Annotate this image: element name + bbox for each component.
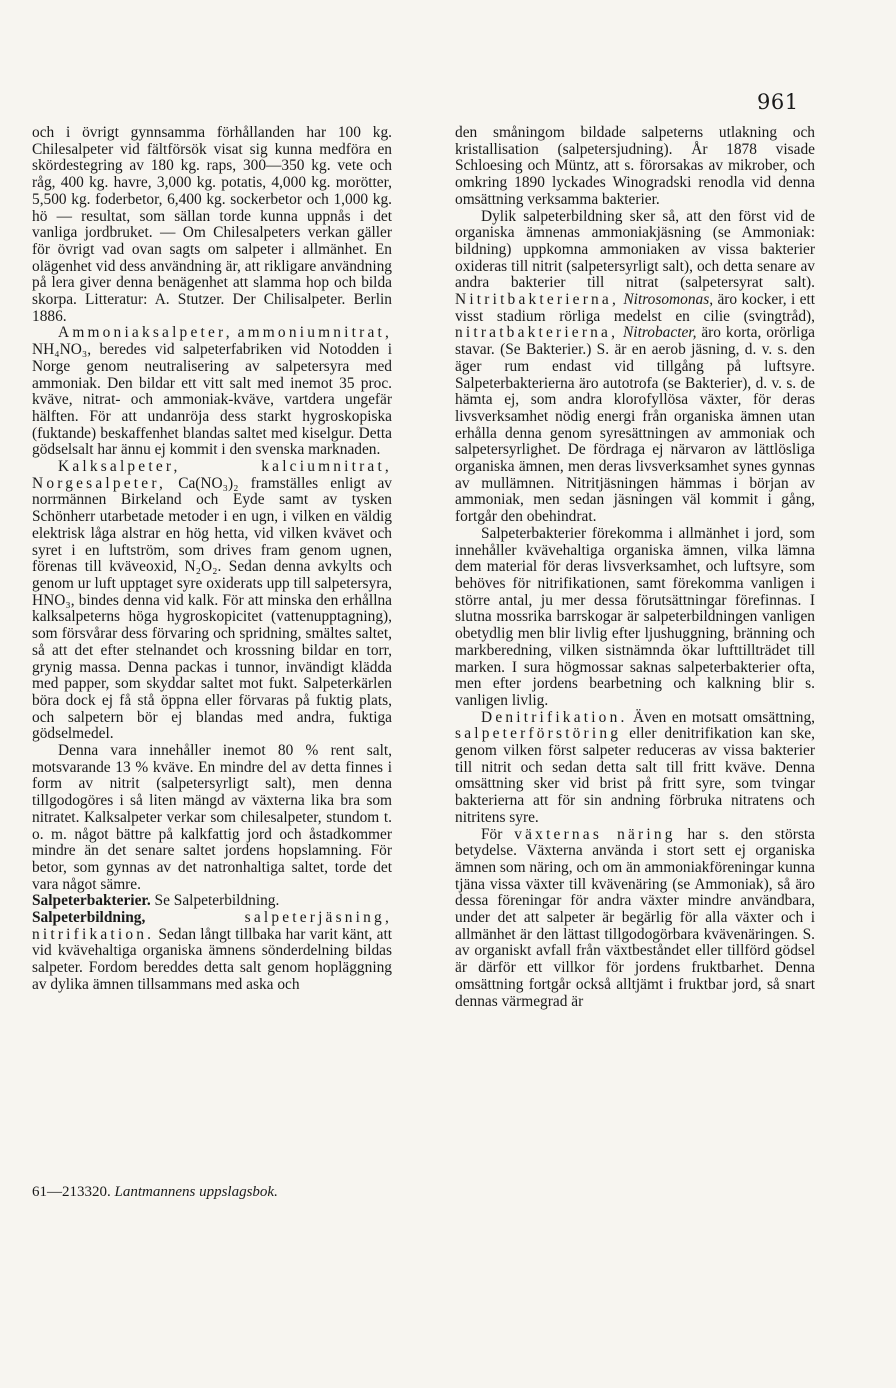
text-segment: Denitrifikation. (481, 708, 628, 726)
paragraph-bacteria-occurrence (455, 526, 815, 710)
text-segment: Salpeterbakterier förekomma i allmänhet i jord, som innehåller kvävehaltiga organiska ämnen, vilka lämna dem material för deras livsverksamhet, och luftsyre, som behöves för nitrifikationen, samt förekomma vanligen i större antal, ju mer dessa förutsättningar förefinnas. I slutna mossrika barrskogar är salpeterbildningen vanligen obetydlig men blir livlig efter ljushuggning, bränning och markberedning, vilken sistnämnda ökar lufttillträdet till marken. I sura högmossar saknas salpeterbakterier ofta, men efter jordens bearbetning och kalkning blir s. vanligen livlig. (455, 524, 815, 709)
text-segment: Denna vara innehåller inemot 80 % rent salt, motsvarande 13 % kväve. En mindre del av detta finnes i form av nitrit (salpetersyrligt salt), men denna tillgodogöres i så liten mängd av växterna lika bra som nitratet. Kalksalpeter verkar som chilesalpeter, stundom t. o. m. något bättre på kalkfattig jord och åstadkommer mindre än det senare saltet jordens hopslamning. För betor, som gynnas av det natronhaltiga saltet, torde det vara något sämre. (32, 742, 392, 893)
text-segment: ammoniumnitrat, (237, 324, 392, 342)
paragraph-nitrification-bacteria (455, 209, 815, 526)
entry-salpeterbildning (32, 910, 392, 994)
footer-number: 61—213320. (32, 1184, 111, 1200)
text-segment: Dylik salpeterbildning sker så, att den först vid de organiska ämnenas ammoniakjäsning (se Ammoniak: bildning) uppkomna ammoniaken av vissa bakterier oxideras till nitrit (salpetersyrligt salt), och detta senare av andra bakterier till nitrat (salpetersyrat salt). (455, 207, 815, 292)
text-segment: Kalksalpeter, (58, 458, 181, 476)
text-segment: Norgesalpeter, (32, 474, 167, 492)
paragraph-chilesalpeter-continued (32, 125, 392, 325)
paragraph-plant-nutrition (455, 827, 815, 1011)
text-segment: Sedan långt tillbaka har varit känt, att vid kvävehaltiga organiska ämnens sönderdelning bildas salpeter. Fordom bereddes detta salt genom hopläggning av dylika ämnen tillsammans med aska och (32, 925, 392, 993)
text-segment: äro korta, orörliga stavar. (Se Bakterier.) S. är en aerob jäsning, d. v. s. den äger rum endast vid tillgång på luftsyre. Salpeterbakterierna äro autotrofa (se Bakterier), d. v. s. de hämta ej, som andra klorofyllösa växter, för deras livsverksamhet nödig energi från organiska ämnen utan erhålla denna genom syresättningen av ammoniak och salpetersyrlighet. De fördraga ej närvaron av lättlösliga organiska ämnen, men deras livsverksamhet synes gynnas av mullämnen. Nitritjäsningen hämmas i början av ammoniak, men sedan jäsningen väl kommit i gång, fortgår den obehindrat. (455, 324, 815, 526)
text-segment: NH₄NO₃, beredes vid salpeterfabriken vid Notodden i Norge genom neutralisering av salpetersyra med ammoniak. Den bildar ett vitt salt med inemot 35 proc. kväve, nitrat- och ammoniak-kväve, vartdera ungefär hälften. För att undanröja dess starkt hygroskopiska (fuktande) beskaffenhet blandas saltet med kiselgur. Detta gödselsalt har ännu ej kommit i den svenska marknaden. (32, 341, 392, 459)
footer-reference: Lantmannens uppslagsbok. (114, 1184, 278, 1200)
entry-ammoniaksalpeter (32, 325, 392, 459)
text-segment: För (481, 825, 515, 843)
text-segment: den småningom bildade salpeterns utlakning och kristallisation (salpetersjudning). År 1878 visade Schloesing och Müntz, att s. förorsakas av mikrober, och omkring 1890 lyckades Winogradski renodla vid denna omsättning verksamma bakterier. (455, 124, 815, 208)
text-segment (181, 458, 262, 475)
text-segment: salpeterförstöring (455, 725, 622, 743)
text-segment: och i övrigt gynnsamma förhållanden har 100 kg. Chilesalpeter vid fältförsök visat sig kunna medföra en skördestegring av 180 kg. raps, 300—350 kg. vete och råg, 400 kg. havre, 3,000 kg. potatis, 4,000 kg. morötter, 5,500 kg. foderbetor, 6,400 kg. sockerbetor och 1,000 kg. hö — resultat, som sällan torde kunna uppnås i det vanliga jordbruket. — Om Chilesalpeters verkan gäller för övrigt vad ovan sagts om salpeter i allmänhet. En olägenhet vid dess användning är, att rikligare användning på lera giver denna benägenhet att slamma hop och bilda skorpa. Litteratur: A. Stutzer. Der Chilisalpeter. Berlin 1886. (32, 124, 392, 325)
text-segment (145, 909, 244, 926)
page-footer (32, 1184, 392, 1201)
text-segment: äro kocker, i ett visst stadium rörliga medelst en cilie (svingtråd), (455, 291, 815, 325)
paragraph-denitrification (455, 710, 815, 827)
text-segment: nitratbakterierna, (455, 324, 619, 342)
text-segment: Även en motsatt omsättning, (627, 708, 815, 726)
right-column (455, 125, 815, 1010)
text-segment: salpeterjäsning, nitrifikation. (32, 909, 392, 943)
left-column (32, 125, 392, 994)
text-segment: Nitrosomonas, (623, 291, 714, 309)
text-segment: Salpeterbildning, (32, 909, 146, 927)
text-segment: Ammoniaksalpeter, (58, 324, 233, 342)
text-segment: kalciumnitrat, (261, 458, 392, 476)
text-segment: Nitritbakterierna, (455, 291, 620, 309)
entry-kalksalpeter (32, 459, 392, 743)
text-segment: växternas näring (514, 825, 676, 843)
text-segment: har s. den största betydelse. Växterna använda i stort sett ej organiska ämnen som näring, och om än ammoniakföreningar kunna tjäna vissa växter till kvävenäring (se Ammoniak), så äro dessa föreningar för andra växter mindre användbara, under det att salpeter är begärlig för alla växter och i allmänhet är den lättast tillgodogörbara kvävenäringen. S. av organiskt avfall från växtbeståndet eller tillförd gödsel är därför ett villkor för jordens fruktbarhet. Denna omsättning fortgår också alltjämt i fruktbar jord, så snart dennas värmegrad är (455, 825, 815, 1010)
text-segment: Nitrobacter, (623, 324, 697, 342)
page-number: 961 (757, 90, 799, 114)
entry-salpeterbakterier (32, 893, 392, 910)
text-segment: Ca(NO₃)₂ framställes enligt av norrmännen Birkeland och Eyde samt av tysken Schönherr utarbetade metoder i en ugn, i vilken en väldig elektrisk låga alstrar en hög hetta, vid vilken kvävet och syret i en luftström, som drives fram genom ugnen, förenas till kväveoxid, N₂O₂. Sedan denna avkylts och genom ur luft upptaget syre oxiderats upp till salpetersyra, HNO₃, bindes denna vid kalk. För att minska den erhållna kalksalpeterns höga hygroskopicitet (vattenupptagning), som försvårar dess förvaring och spridning, smältes saltet, så att det efter stelnandet och krossning bildar en torr, grynig massa. Denna packas i tunnor, invändigt klädda med papper, som skyddar saltet mot fukt. Salpeterkärlen böra dock ej få stå öppna eller förvaras på fuktig plats, och salpetern bör ej blandas med andra, fuktiga gödselmedel. (32, 474, 392, 743)
text-segment: Salpeterbakterier. (32, 892, 151, 910)
paragraph-kalksalpeter-content (32, 743, 392, 893)
text-segment: eller denitrifikation kan ske, genom vilken först salpeter reduceras av vissa bakterier till nitrit och sedan detta salt till fritt kväve. Denna omsättning sker vid brist på fritt syre, som tvingar bakterierna att för sin andning förbruka nitratens och nitritens syre. (455, 725, 815, 826)
text-segment: Se Salpeterbildning. (150, 892, 280, 910)
paragraph-salpeter-history (455, 125, 815, 209)
